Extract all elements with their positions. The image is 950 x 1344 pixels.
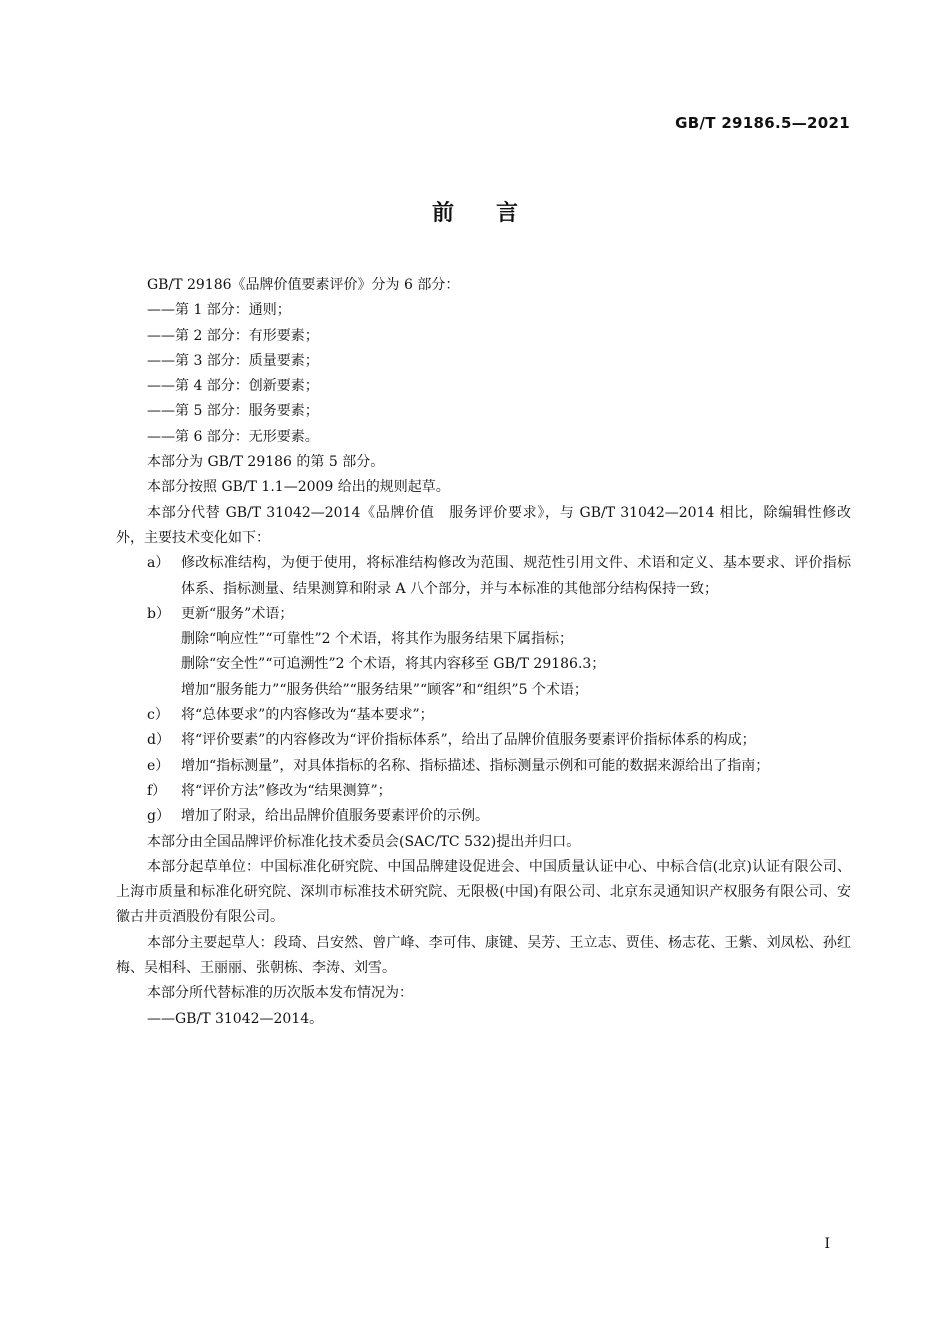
this-part-line: 本部分为 GB/T 29186 的第 5 部分。	[147, 454, 385, 471]
change-item	[147, 602, 851, 627]
change-text: 增加了附录，给出品牌价值服务要素评价的示例。	[181, 808, 489, 825]
foreword-body	[116, 273, 851, 1032]
change-label: e）	[147, 757, 170, 774]
part-item: ——第 5 部分：服务要素；	[147, 403, 319, 420]
change-label: b）	[147, 605, 170, 622]
change-text: 将“评价方法”修改为“结果测算”；	[181, 782, 392, 799]
change-item	[147, 551, 851, 602]
part-item: ——第 2 部分：有形要素；	[147, 327, 319, 344]
change-label: a）	[147, 555, 170, 572]
change-label: f）	[147, 782, 167, 799]
change-item	[147, 728, 851, 753]
history-item: ——GB/T 31042—2014。	[147, 1010, 324, 1027]
change-text: 将“总体要求”的内容修改为“基本要求”；	[181, 707, 434, 724]
drafters-paragraph: 本部分主要起草人：段琦、吕安然、曾广峰、李可伟、康键、吴芳、王立志、贾佳、杨志花、王紫、刘凤松、孙红梅、吴相科、王丽丽、张朝栋、李涛、刘雪。	[116, 934, 851, 977]
replaces-paragraph: 本部分代替 GB/T 31042—2014《品牌价值 服务评价要求》，与 GB/T 31042—2014 相比，除编辑性修改外，主要技术变化如下：	[116, 504, 851, 546]
change-detail: 删除“响应性”“可靠性”2 个术语，将其作为服务结果下属指标；	[181, 631, 573, 648]
change-item	[147, 703, 851, 728]
page-title: 前言	[431, 201, 560, 226]
change-text: 更新“服务”术语；	[181, 605, 294, 622]
drafting-rules-line: 本部分按照 GB/T 1.1—2009 给出的规则起草。	[147, 479, 450, 496]
change-detail: 删除“安全性”“可追溯性”2 个术语，将其内容移至 GB/T 29186.3；	[181, 656, 606, 673]
change-text: 增加“指标测量”，对具体指标的名称、指标描述、指标测量示例和可能的数据来源给出了指南；	[181, 757, 770, 774]
intro-line: GB/T 29186《品牌价值要素评价》分为 6 部分：	[147, 277, 460, 293]
part-item: ——第 6 部分：无形要素。	[147, 428, 319, 445]
proposed-by-paragraph: 本部分由全国品牌评价标准化技术委员会(SAC/TC 532)提出并归口。	[147, 833, 581, 850]
history-intro-paragraph: 本部分所代替标准的历次版本发布情况为：	[147, 985, 413, 1002]
part-item: ——第 1 部分：通则；	[147, 302, 291, 319]
change-label: c）	[147, 707, 169, 724]
change-label: d）	[147, 732, 170, 749]
change-item	[147, 804, 851, 829]
change-label: g）	[147, 808, 170, 825]
part-item: ——第 3 部分：质量要素；	[147, 352, 319, 369]
standard-code: GB/T 29186.5—2021	[675, 114, 850, 132]
part-item: ——第 4 部分：创新要素；	[147, 378, 319, 395]
change-item	[147, 754, 851, 779]
change-text: 修改标准结构，为便于使用，将标准结构修改为范围、规范性引用文件、术语和定义、基本要求、评价指标体系、指标测量、结果测算和附录 A 八个部分，并与本标准的其他部分结构保持一致；	[181, 555, 851, 597]
change-detail: 增加“服务能力”“服务供给”“服务结果”“顾客”和“组织”5 个术语；	[181, 681, 588, 698]
change-text: 将“评价要素”的内容修改为“评价指标体系”，给出了品牌价值服务要素评价指标体系的构成；	[181, 732, 756, 749]
page-number: I	[824, 1236, 830, 1252]
drafting-units-paragraph: 本部分起草单位：中国标准化研究院、中国品牌建设促进会、中国质量认证中心、中标合信(北京)认证有限公司、上海市质量和标准化研究院、深圳市标准技术研究院、无限极(中国)有限公司、北京东灵通知识产权服务有限公司、安徽古井贡酒股份有限公司。	[116, 858, 851, 926]
change-item	[147, 779, 851, 804]
